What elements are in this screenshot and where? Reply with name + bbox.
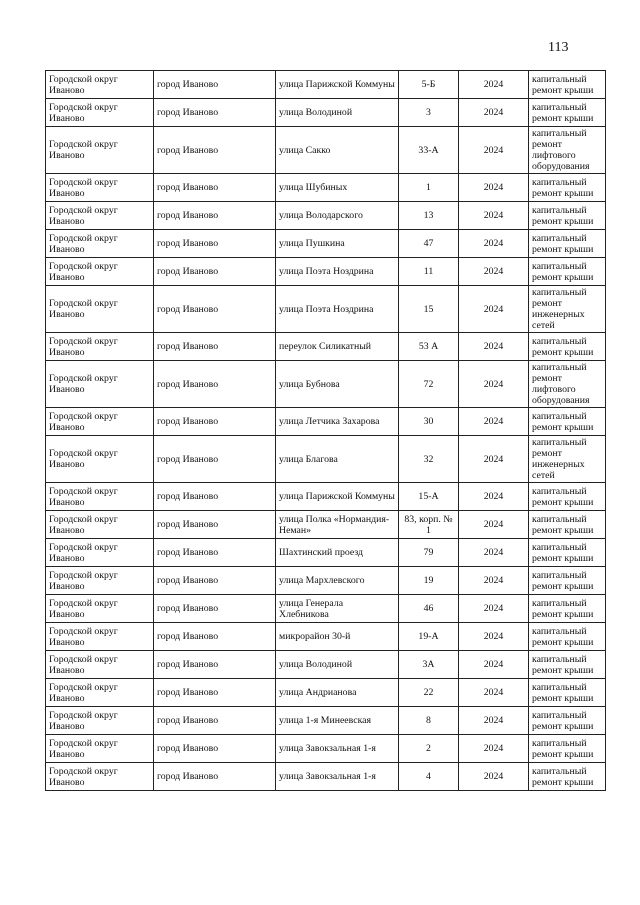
city-cell: город Иваново — [154, 230, 276, 258]
city-cell: город Иваново — [154, 567, 276, 595]
page-number: 113 — [548, 40, 569, 55]
work-type-cell: капитальный ремонт инженерных сетей — [529, 436, 606, 483]
year-cell: 2024 — [459, 707, 529, 735]
year-cell: 2024 — [459, 408, 529, 436]
okrug-cell: Городской округ Иваново — [46, 258, 154, 286]
city-cell: город Иваново — [154, 735, 276, 763]
house-cell: 22 — [399, 679, 459, 707]
work-type-cell: капитальный ремонт лифтового оборудования — [529, 361, 606, 408]
house-cell: 30 — [399, 408, 459, 436]
house-cell: 13 — [399, 202, 459, 230]
okrug-cell: Городской округ Иваново — [46, 763, 154, 791]
work-type-cell: капитальный ремонт крыши — [529, 567, 606, 595]
table-row — [46, 174, 606, 202]
house-cell: 47 — [399, 230, 459, 258]
house-cell: 72 — [399, 361, 459, 408]
repair-registry-table — [45, 70, 606, 791]
city-cell: город Иваново — [154, 651, 276, 679]
work-type-cell: капитальный ремонт крыши — [529, 174, 606, 202]
city-cell: город Иваново — [154, 483, 276, 511]
street-cell: улица Поэта Ноздрина — [276, 286, 399, 333]
table-row — [46, 258, 606, 286]
year-cell: 2024 — [459, 333, 529, 361]
table-row — [46, 99, 606, 127]
street-cell: Шахтинский проезд — [276, 539, 399, 567]
work-type-cell: капитальный ремонт крыши — [529, 651, 606, 679]
year-cell: 2024 — [459, 230, 529, 258]
street-cell: переулок Силикатный — [276, 333, 399, 361]
work-type-cell: капитальный ремонт крыши — [529, 595, 606, 623]
house-cell: 3 — [399, 99, 459, 127]
work-type-cell: капитальный ремонт крыши — [529, 623, 606, 651]
table-row — [46, 202, 606, 230]
house-cell: 79 — [399, 539, 459, 567]
street-cell: улица Шубиных — [276, 174, 399, 202]
okrug-cell: Городской округ Иваново — [46, 408, 154, 436]
year-cell: 2024 — [459, 202, 529, 230]
city-cell: город Иваново — [154, 202, 276, 230]
okrug-cell: Городской округ Иваново — [46, 436, 154, 483]
city-cell: город Иваново — [154, 258, 276, 286]
house-cell: 32 — [399, 436, 459, 483]
table-row — [46, 651, 606, 679]
house-cell: 33-А — [399, 127, 459, 174]
work-type-cell: капитальный ремонт крыши — [529, 71, 606, 99]
okrug-cell: Городской округ Иваново — [46, 651, 154, 679]
year-cell: 2024 — [459, 567, 529, 595]
city-cell: город Иваново — [154, 99, 276, 127]
street-cell: улица Завокзальная 1-я — [276, 735, 399, 763]
street-cell: улица Парижской Коммуны — [276, 483, 399, 511]
work-type-cell: капитальный ремонт крыши — [529, 539, 606, 567]
okrug-cell: Городской округ Иваново — [46, 202, 154, 230]
city-cell: город Иваново — [154, 763, 276, 791]
street-cell: улица Сакко — [276, 127, 399, 174]
year-cell: 2024 — [459, 71, 529, 99]
table-row — [46, 286, 606, 333]
city-cell: город Иваново — [154, 174, 276, 202]
work-type-cell: капитальный ремонт крыши — [529, 679, 606, 707]
street-cell: улица Завокзальная 1-я — [276, 763, 399, 791]
house-cell: 8 — [399, 707, 459, 735]
house-cell: 19-А — [399, 623, 459, 651]
work-type-cell: капитальный ремонт крыши — [529, 511, 606, 539]
street-cell: улица Володиной — [276, 651, 399, 679]
street-cell: улица Пушкина — [276, 230, 399, 258]
street-cell: микрорайон 30-й — [276, 623, 399, 651]
okrug-cell: Городской округ Иваново — [46, 679, 154, 707]
work-type-cell: капитальный ремонт крыши — [529, 408, 606, 436]
table-row — [46, 436, 606, 483]
year-cell: 2024 — [459, 258, 529, 286]
okrug-cell: Городской округ Иваново — [46, 99, 154, 127]
okrug-cell: Городской округ Иваново — [46, 595, 154, 623]
street-cell: улица 1-я Минеевская — [276, 707, 399, 735]
okrug-cell: Городской округ Иваново — [46, 539, 154, 567]
house-cell: 2 — [399, 735, 459, 763]
year-cell: 2024 — [459, 99, 529, 127]
okrug-cell: Городской округ Иваново — [46, 623, 154, 651]
okrug-cell: Городской округ Иваново — [46, 735, 154, 763]
house-cell: 53 А — [399, 333, 459, 361]
table-row — [46, 623, 606, 651]
okrug-cell: Городской округ Иваново — [46, 174, 154, 202]
city-cell: город Иваново — [154, 127, 276, 174]
year-cell: 2024 — [459, 511, 529, 539]
table-row — [46, 567, 606, 595]
house-cell: 5-Б — [399, 71, 459, 99]
house-cell: 15-А — [399, 483, 459, 511]
table-row — [46, 483, 606, 511]
table-row — [46, 71, 606, 99]
year-cell: 2024 — [459, 623, 529, 651]
city-cell: город Иваново — [154, 71, 276, 99]
okrug-cell: Городской округ Иваново — [46, 127, 154, 174]
year-cell: 2024 — [459, 436, 529, 483]
work-type-cell: капитальный ремонт крыши — [529, 707, 606, 735]
city-cell: город Иваново — [154, 539, 276, 567]
year-cell: 2024 — [459, 483, 529, 511]
year-cell: 2024 — [459, 735, 529, 763]
table-row — [46, 408, 606, 436]
street-cell: улица Парижской Коммуны — [276, 71, 399, 99]
okrug-cell: Городской округ Иваново — [46, 361, 154, 408]
house-cell: 15 — [399, 286, 459, 333]
city-cell: город Иваново — [154, 436, 276, 483]
city-cell: город Иваново — [154, 333, 276, 361]
table-row — [46, 735, 606, 763]
house-cell: 1 — [399, 174, 459, 202]
year-cell: 2024 — [459, 763, 529, 791]
okrug-cell: Городской округ Иваново — [46, 483, 154, 511]
work-type-cell: капитальный ремонт крыши — [529, 230, 606, 258]
city-cell: город Иваново — [154, 595, 276, 623]
okrug-cell: Городской округ Иваново — [46, 230, 154, 258]
okrug-cell: Городской округ Иваново — [46, 707, 154, 735]
house-cell: 4 — [399, 763, 459, 791]
year-cell: 2024 — [459, 539, 529, 567]
city-cell: город Иваново — [154, 511, 276, 539]
house-cell: 46 — [399, 595, 459, 623]
year-cell: 2024 — [459, 679, 529, 707]
table-row — [46, 361, 606, 408]
okrug-cell: Городской округ Иваново — [46, 567, 154, 595]
street-cell: улица Летчика Захарова — [276, 408, 399, 436]
city-cell: город Иваново — [154, 361, 276, 408]
okrug-cell: Городской округ Иваново — [46, 511, 154, 539]
year-cell: 2024 — [459, 127, 529, 174]
street-cell: улица Андрианова — [276, 679, 399, 707]
street-cell: улица Бубнова — [276, 361, 399, 408]
table-row — [46, 333, 606, 361]
street-cell: улица Благова — [276, 436, 399, 483]
okrug-cell: Городской округ Иваново — [46, 286, 154, 333]
house-cell: 11 — [399, 258, 459, 286]
work-type-cell: капитальный ремонт лифтового оборудования — [529, 127, 606, 174]
okrug-cell: Городской округ Иваново — [46, 333, 154, 361]
city-cell: город Иваново — [154, 707, 276, 735]
street-cell: улица Володарского — [276, 202, 399, 230]
table-row — [46, 539, 606, 567]
street-cell: улица Мархлевского — [276, 567, 399, 595]
table-row — [46, 511, 606, 539]
year-cell: 2024 — [459, 174, 529, 202]
city-cell: город Иваново — [154, 408, 276, 436]
okrug-cell: Городской округ Иваново — [46, 71, 154, 99]
work-type-cell: капитальный ремонт крыши — [529, 735, 606, 763]
work-type-cell: капитальный ремонт крыши — [529, 333, 606, 361]
work-type-cell: капитальный ремонт крыши — [529, 483, 606, 511]
table-row — [46, 679, 606, 707]
work-type-cell: капитальный ремонт инженерных сетей — [529, 286, 606, 333]
city-cell: город Иваново — [154, 286, 276, 333]
house-cell: 3А — [399, 651, 459, 679]
street-cell: улица Поэта Ноздрина — [276, 258, 399, 286]
work-type-cell: капитальный ремонт крыши — [529, 763, 606, 791]
year-cell: 2024 — [459, 651, 529, 679]
street-cell: улица Володиной — [276, 99, 399, 127]
street-cell: улица Полка «Нормандия-Неман» — [276, 511, 399, 539]
house-cell: 83, корп. № 1 — [399, 511, 459, 539]
house-cell: 19 — [399, 567, 459, 595]
table-row — [46, 763, 606, 791]
table-row — [46, 127, 606, 174]
work-type-cell: капитальный ремонт крыши — [529, 99, 606, 127]
year-cell: 2024 — [459, 361, 529, 408]
year-cell: 2024 — [459, 595, 529, 623]
year-cell: 2024 — [459, 286, 529, 333]
work-type-cell: капитальный ремонт крыши — [529, 258, 606, 286]
city-cell: город Иваново — [154, 623, 276, 651]
table-row — [46, 707, 606, 735]
city-cell: город Иваново — [154, 679, 276, 707]
street-cell: улица Генерала Хлебникова — [276, 595, 399, 623]
work-type-cell: капитальный ремонт крыши — [529, 202, 606, 230]
table-row — [46, 595, 606, 623]
table-row — [46, 230, 606, 258]
